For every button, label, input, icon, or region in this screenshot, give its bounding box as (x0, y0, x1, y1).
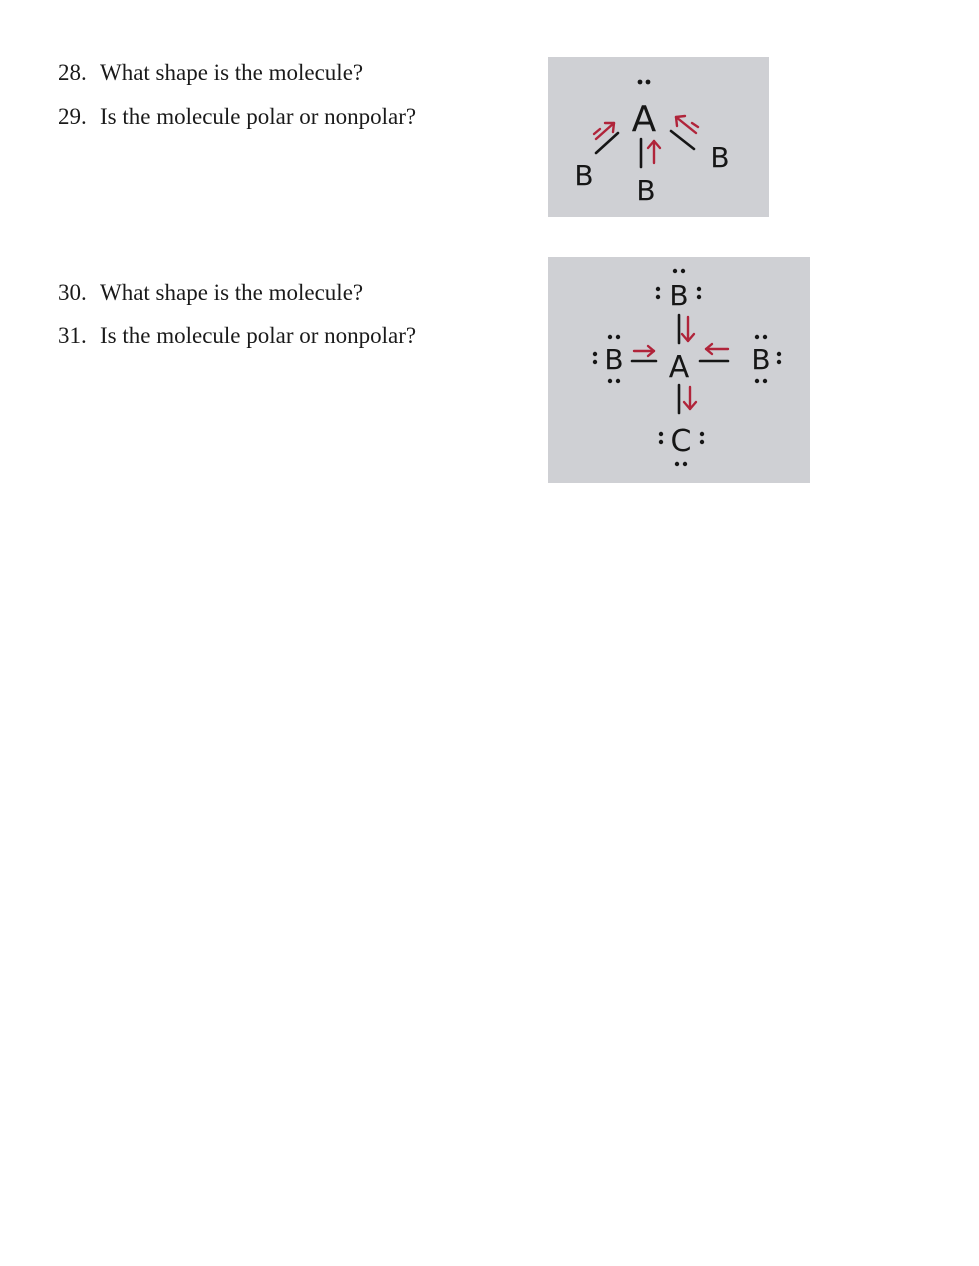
left-atom: B (604, 343, 624, 376)
question-text: Is the molecule polar or nonpolar? (100, 104, 417, 129)
question-number: 28. (58, 60, 87, 85)
lone-pair-dot (646, 80, 651, 85)
lone-pair-dot (675, 462, 679, 466)
lone-pair-dot (697, 295, 701, 299)
lewis-structure-cross (548, 257, 810, 483)
dipole-arrow-top (682, 317, 694, 341)
lone-pair-dot (763, 379, 767, 383)
lone-pair-dot (638, 80, 643, 85)
question-28 (58, 59, 363, 87)
lone-pair-dot (656, 295, 660, 299)
question-number: 30. (58, 280, 87, 305)
question-30 (58, 279, 363, 307)
lewis-structure-cross-figure (548, 257, 810, 483)
right-atom: B (751, 343, 771, 376)
bond-right (671, 131, 694, 149)
lone-pair-dot (700, 432, 704, 436)
lone-pair-dot (593, 352, 597, 356)
question-text: Is the molecule polar or nonpolar? (100, 323, 417, 348)
lone-pair-dot (755, 335, 759, 339)
lone-pair-dot (681, 269, 685, 273)
outer-atom-right: B (710, 141, 730, 174)
lone-pair-dot (777, 352, 781, 356)
lewis-structure-trigonal (548, 57, 769, 217)
dipole-arrow-bottom (648, 141, 660, 163)
dipole-arrow-left (634, 346, 654, 356)
lone-pair-dot (608, 379, 612, 383)
dipole-arrow-left (594, 123, 614, 139)
outer-atom-left: B (574, 159, 594, 192)
lone-pair-dot (697, 287, 701, 291)
question-text: What shape is the molecule? (100, 280, 364, 305)
dipole-arrow-right (706, 344, 728, 354)
lone-pair-dot (683, 462, 687, 466)
lone-pair-dot (755, 379, 759, 383)
bottom-atom: C (670, 424, 692, 459)
top-atom: B (669, 279, 689, 312)
dipole-arrow-bottom (684, 387, 696, 409)
question-text: What shape is the molecule? (100, 60, 364, 85)
lewis-structure-trigonal-figure (548, 57, 769, 217)
lone-pair-dot (608, 335, 612, 339)
question-31 (58, 322, 416, 350)
lone-pair-dot (673, 269, 677, 273)
central-atom: A (631, 99, 657, 140)
dipole-arrow-right (676, 116, 698, 133)
lone-pair-dot (656, 287, 660, 291)
outer-atom-bottom: B (636, 174, 656, 207)
central-atom: A (668, 350, 690, 385)
question-number: 29. (58, 104, 87, 129)
lone-pair-dot (593, 360, 597, 364)
lone-pair-dot (700, 440, 704, 444)
question-29 (58, 103, 416, 131)
lone-pair-dot (616, 379, 620, 383)
lone-pair-dot (616, 335, 620, 339)
lone-pair-dot (659, 440, 663, 444)
lone-pair-dot (763, 335, 767, 339)
lone-pair-dot (777, 360, 781, 364)
question-number: 31. (58, 323, 87, 348)
lone-pair-dot (659, 432, 663, 436)
